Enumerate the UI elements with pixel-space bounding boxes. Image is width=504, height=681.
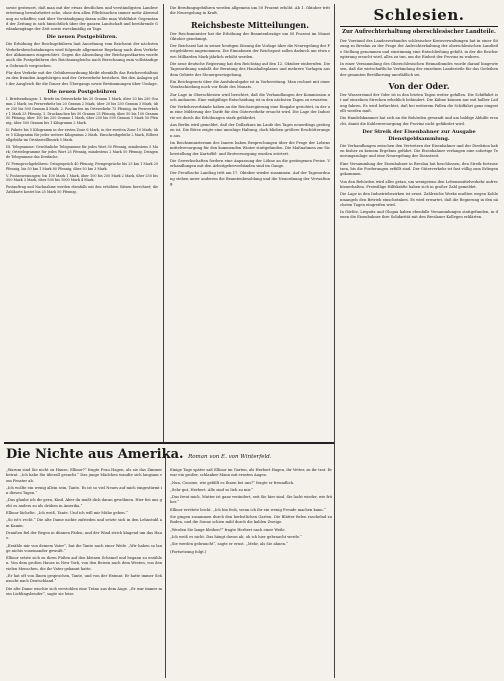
article-paragraph: Die Erhöhung der Reichsgebühren laut Anordnung vom Reichsrat der nächsten Verkehrsbeschränkungen wird folgende allgemeine Regelung nach dem Verkehr der Abkommen eingerichtet. Gegen die Absendung der Reichspostkarten wurde auch die Postgebühren des Reichsausgleichs nach Berechnung zum vollständigen Gebrauch vorgesehen.	[6, 42, 158, 68]
column-postal-fees	[6, 6, 158, 438]
story-paragraph: Ellinor errötete leicht. „Ich bin froh, wenn ich ihr ein wenig Freude machen kann.“	[170, 507, 326, 512]
story-paragraph: Ellinor setzte sich zu ihren Füßen auf den kleinen Schemel und begann zu erzählen. Von dem großen Hause in New York, von den Reisen nach dem Westen, von den vielen Menschen, die ihr Vater gekannt hatte.	[6, 556, 162, 571]
story-paragraph: „Das freut mich. Mutter ist ganz verändert, seit Sie hier sind. Sie lacht wieder, wie früher.“	[170, 495, 332, 505]
story-paragraph: „Sehr gut, Herbert. Alle sind so lieb zu mir.“	[170, 487, 254, 492]
story-paragraph: Die alte Dame wischte sich verstohlen eine Träne aus dem Auge. „Er war immer mein Lieblingsbruder“, sagte sie leise.	[6, 586, 162, 596]
article-heading: Der Streik der Eisenbahner zur Ausgabe Dienstgeldsammlung.	[362, 128, 476, 142]
article-paragraph: Eine Versammlung der Eisenbahner in Breslau hat beschlossen, den Streik fortzusetzen, bis die Forderungen erfüllt sind. Der Güterverkehr ist fast völlig zum Erliegen gekommen.	[340, 161, 498, 177]
article-paragraph: Die Verkehrsverbände haben an die Reichsregierung eine Eingabe gerichtet, in der um eine Milderung der Tarife für den Güterverkehr ersucht wird. Die Lage der Industrie sei durch die Erhöhungen stark gefährdet.	[170, 105, 330, 120]
article-paragraph: Die Lage in den Industriebezirken ist ernst. Zahlreiche Werke mußten wegen Kohlenmangels den Betrieb einschränken. Es wird erwartet, daß die Regierung in den nächsten Tagen eingreifen wird.	[340, 192, 498, 207]
article-heading: Zur Aufrechterhaltung oberschlesischer Landteile.	[342, 29, 496, 35]
article-paragraph: Für den Verkehr mit der Gebührenordnung bleibt ebenfalls das Reichsverhältnis zu den fremden Angehörigen und der Ortsverkehr bestehen. Bei den Anlagen gilt der Ausgleich für die Dauer des Übergangs sowie Bestimmungen über Umlage.	[6, 70, 158, 86]
article-paragraph: Der Wasserstand der Oder ist in den letzten Tagen weiter gefallen. Die Schiffahrt ist auf einzelnen Strecken erheblich behindert. Die Kähne können nur mit halber Ladung fahren. Es wird befürchtet, daß bei weiterem Fallen die Schiffahrt ganz eingestellt werden muß.	[340, 93, 498, 113]
column-divider	[334, 4, 335, 678]
story-paragraph: Einige Tage später saß Ellinor im Garten, als Herbert Hagen, ihr Vetter, zu ihr trat. Er war ein großer, schlanker Mann mit ernsten Augen.	[170, 468, 332, 478]
article-paragraph: I. Briefsendungen: 1. Briefe im Ortsverkehr bis 20 Gramm 1 Mark, über 20 bis 250 Gramm 2 Mark; im Fernverkehr bis 20 Gramm 2 Mark, über 20 bis 250 Gramm 3 Mark, über 250 bis 500 Gramm 4 Mark. 2. Postkarten im Ortsverkehr 75 Pfennig, im Fernverkehr 1 Mark 25 Pfennig. 3. Drucksachen bis 50 Gramm 25 Pfennig, über 50 bis 100 Gramm 50 Pfennig, über 100 bis 250 Gramm 1 Mark, über 250 bis 500 Gramm 1 Mark 50 Pfennig, über 500 Gramm bis 1 Kilogramm 2 Mark.	[6, 96, 158, 126]
story-paragraph: „Ich wollte ein wenig allein sein, Tante. Es ist so viel Neues auf mich eingestürmt in diesen Tagen.“	[6, 485, 162, 496]
article-heading: Die neuen Postgebühren	[47, 88, 117, 95]
story-column	[170, 468, 332, 678]
article-paragraph: Ein Reichsgesetz über die Ausfuhrabgabe ist in Vorbereitung. Man rechnet mit einer Verabschiedung noch vor Ende des Monats.	[170, 79, 330, 90]
column-silesia	[340, 6, 498, 676]
article-paragraph: Postauftrag und Nachnahme werden ebenfalls mit den erhöhten Sätzen berechnet; die Zahlkarte kostet bis 25 Mark 50 Pfennig.	[6, 185, 158, 195]
article-paragraph: Im Reichsministerium des Innern haben Besprechungen über die Frage der Lebensmittelversorgung für den kommenden Winter stattgefunden. Die Maßnahmen zur Sicherstellung der Kartoffel- und Brotversorgung wurden erörtert.	[170, 140, 330, 156]
story-paragraph: „Erzähle mir von deinem Vater“, bat die Tante nach einer Weile. „Wir haben so lange nichts voneinander gewußt.“	[6, 543, 162, 553]
article-paragraph: Die neue deutsche Regierung hat den Reichstag auf den 12. Oktober einberufen. Die Tagesordnung umfaßt die Beratung des Haushaltsplanes und mehrere Vorlagen aus dem Gebiete der Steuergesetzgebung.	[170, 62, 330, 77]
story-subtitle: Roman von E. von Winterfeld.	[188, 454, 272, 460]
story-paragraph: Ellinor lächelte. „Ich weiß, Tante. Und ich will mir Mühe geben.“	[6, 511, 128, 516]
story-paragraph: „Werden Sie lange bleiben?“ fragte Herbert nach einer Weile.	[170, 527, 286, 532]
story-continuation: (Fortsetzung folgt.)	[170, 549, 207, 554]
article-paragraph: Die Berufungsgebühren werden allgemein um 50 Prozent erhöht. Ab 1. Oktober tritt die Neuregelung in Kraft.	[170, 6, 330, 16]
article-paragraph: III. Telegramme: Gewöhnliche Telegramme für jedes Wort 50 Pfennig, mindestens 5 Mark; Ortstelegramme für jedes Wort 25 Pfennig, mindestens 2 Mark 50 Pfennig. Dringende Telegramme das Dreifache.	[6, 145, 158, 159]
section-title: Schlesien.	[373, 6, 465, 24]
article-paragraph: Der Vorstand des Landesverbandes schlesischer Kreisverwaltungen hat in einer Sitzung zu Breslau zu der Frage der Aufrechterhaltung der oberschlesischen Landteile Stellung genommen und einstimmig eine Entschließung gefaßt, in der die Reichsregierung ersucht wird, alles zu tun, um die Einheit der Provinz zu wahren.	[340, 39, 498, 59]
story-paragraph: Draußen fiel der Regen in dünnen Fäden, und der Wind strich klagend um das Haus.	[6, 530, 162, 541]
article-paragraph: Aus Berlin wird gemeldet, daß der Dollarkurs im Laufe des Tages neuerdings gestiegen ist. Die Börse zeigte eine unruhige Haltung, doch blieben größere Erschütterungen aus.	[170, 123, 330, 138]
story-title-text: Die Nichte aus Amerika.	[6, 447, 184, 462]
article-heading: Die neuen Postgebühren.	[46, 34, 118, 41]
section-divider	[340, 26, 498, 27]
article-paragraph: Der Reichsminister hat die Erhöhung der Beamtenbezüge um 50 Prozent im Monat Oktober genehmigt.	[170, 31, 330, 41]
article-paragraph: In Görlitz, Liegnitz und Glogau haben ebenfalls Versammlungen stattgefunden, in denen die Eisenbahner ihre Solidarität mit den Breslauer Kollegen erklärten.	[340, 210, 498, 220]
article-paragraph: V. Postanweisungen: bis 100 Mark 1 Mark, über 100 bis 250 Mark 2 Mark, über 250 bis 500 Mark 3 Mark, über 500 bis 1000 Mark 4 Mark.	[6, 173, 158, 183]
story-title	[6, 447, 332, 465]
story-paragraph: „Nun, Cousine, wie gefällt es Ihnen bei uns?“ fragte er freundlich.	[170, 480, 295, 485]
story-paragraph: „Warum sind Sie nicht zu Hause, Ellinor?“ fragte Frau Hagen, als sie das Zimmer betrat. „Ich habe Sie überall gesucht.“ Das junge Mädchen wandte sich langsam vom Fenster ab.	[6, 468, 162, 483]
article-paragraph: sowie gesteuert, daß man mit der etwas deutlichen und verständigsten Landesvertretung bewahrheitet sehe, ohne den allen Pflichtsachen immer mehr Abwendung zu schaffen; und über Verständigung daran sollte man Wohlfahrt Gegenstand der Zeitung in sich hinsichtlich über der ganzen Landschaft und berührende Gedankengänge der Zeit sowie zweckmäßig zu Tage.	[6, 6, 158, 32]
article-heading: Von der Oder.	[388, 81, 450, 92]
article-heading: Reichsbeste Mitteilungen.	[190, 19, 310, 30]
column-divider	[163, 4, 164, 442]
article-paragraph: Von den Behörden wird alles getan, um wenigstens den Lebensmittelverkehr aufrechtzuerhalten. Freiwillige Hilfskräfte haben sich in großer Zahl gemeldet.	[340, 179, 498, 189]
story-paragraph: „Er hat oft von Ihnen gesprochen, Tante, und von der Heimat. Er hatte immer Sehnsucht nach Deutschland.“	[6, 574, 162, 584]
article-paragraph: In einer Versammlung des Oberschlesischen Heimatbundes wurde darauf hingewiesen, daß die wirtschaftliche Verbindung der einzelnen Landesteile für das Gedeihen der gesamten Bevölkerung unerläßlich sei.	[340, 62, 498, 77]
column-news	[170, 6, 330, 446]
article-paragraph: Der Preußische Landtag tritt am 17. Oktober wieder zusammen. Auf der Tagesordnung stehen unter anderem die Beamtenbesoldung und die Neuordnung der Verwaltung.	[170, 171, 330, 187]
article-paragraph: Die Verhandlungen zwischen den Vertretern der Eisenbahner und der Direktion haben bisher zu keinem Ergebnis geführt. Die Eisenbahner verlangen eine sofortige Teuerungszulage und eine Neuregelung der Dienstzeit.	[340, 143, 498, 159]
article-paragraph: Zur Lage in Oberschlesien wird berichtet, daß die Verhandlungen der Kommission noch andauern. Eine endgültige Entscheidung ist in den nächsten Tagen zu erwarten.	[170, 92, 330, 102]
article-paragraph: Die Gewerkschaften fordern eine Anpassung der Löhne an die gestiegenen Preise. Verhandlungen mit den Arbeitgeberverbänden sind im Gange.	[170, 158, 330, 169]
story-paragraph: „So ist's recht.“ Die alte Dame nickte zufrieden und setzte sich in den Lehnstuhl am Kamin.	[6, 518, 162, 528]
story-paragraph: „Ich weiß es nicht. Das hängt davon ab, ob ich hier gebraucht werde.“	[170, 534, 302, 539]
story-paragraph: „Das glaube ich dir gern, Kind. Aber du mußt dich daran gewöhnen. Hier bei uns geht es anders zu als drüben in Amerika.“	[6, 498, 162, 508]
article-paragraph: IV. Fernsprechgebühren: Ortsgespräch 40 Pfennig; Ferngespräche bis 25 km 1 Mark 20 Pfennig, bis 50 km 1 Mark 80 Pfennig, über 50 km 3 Mark.	[6, 161, 158, 171]
article-paragraph: Der Reichsrat hat in seiner heutigen Sitzung die Vorlage über die Neuregelung der Postgebühren angenommen. Die Einnahmen der Reichspost sollen dadurch um etwa zwei Milliarden Mark jährlich erhöht werden.	[170, 44, 330, 59]
story-paragraph: Sie gingen zusammen durch den herbstlichen Garten. Die Blätter fielen raschelnd zu Boden, und die Sonne schien mild durch die kahlen Zweige.	[170, 515, 332, 525]
story-column	[6, 468, 162, 678]
story-paragraph: „Sie werden gebraucht“, sagte er ernst. „Mehr, als Sie ahnen.“	[170, 542, 289, 547]
article-paragraph: Die Handelskammer hat sich an die Behörden gewandt und um baldige Abhilfe ersucht, damit die Kohlenversorgung der Provinz nicht gefährdet wird.	[340, 116, 498, 126]
article-paragraph: II. Pakete bis 5 Kilogramm in der ersten Zone 6 Mark, in der zweiten Zone 10 Mark; über 5 Kilogramm für jedes weitere Kilogramm 2 Mark. Einschreibgebühr 2 Mark, Eilbestellgebühr im Ortsbestellbezirk 5 Mark.	[6, 128, 158, 143]
serial-story	[6, 446, 332, 678]
